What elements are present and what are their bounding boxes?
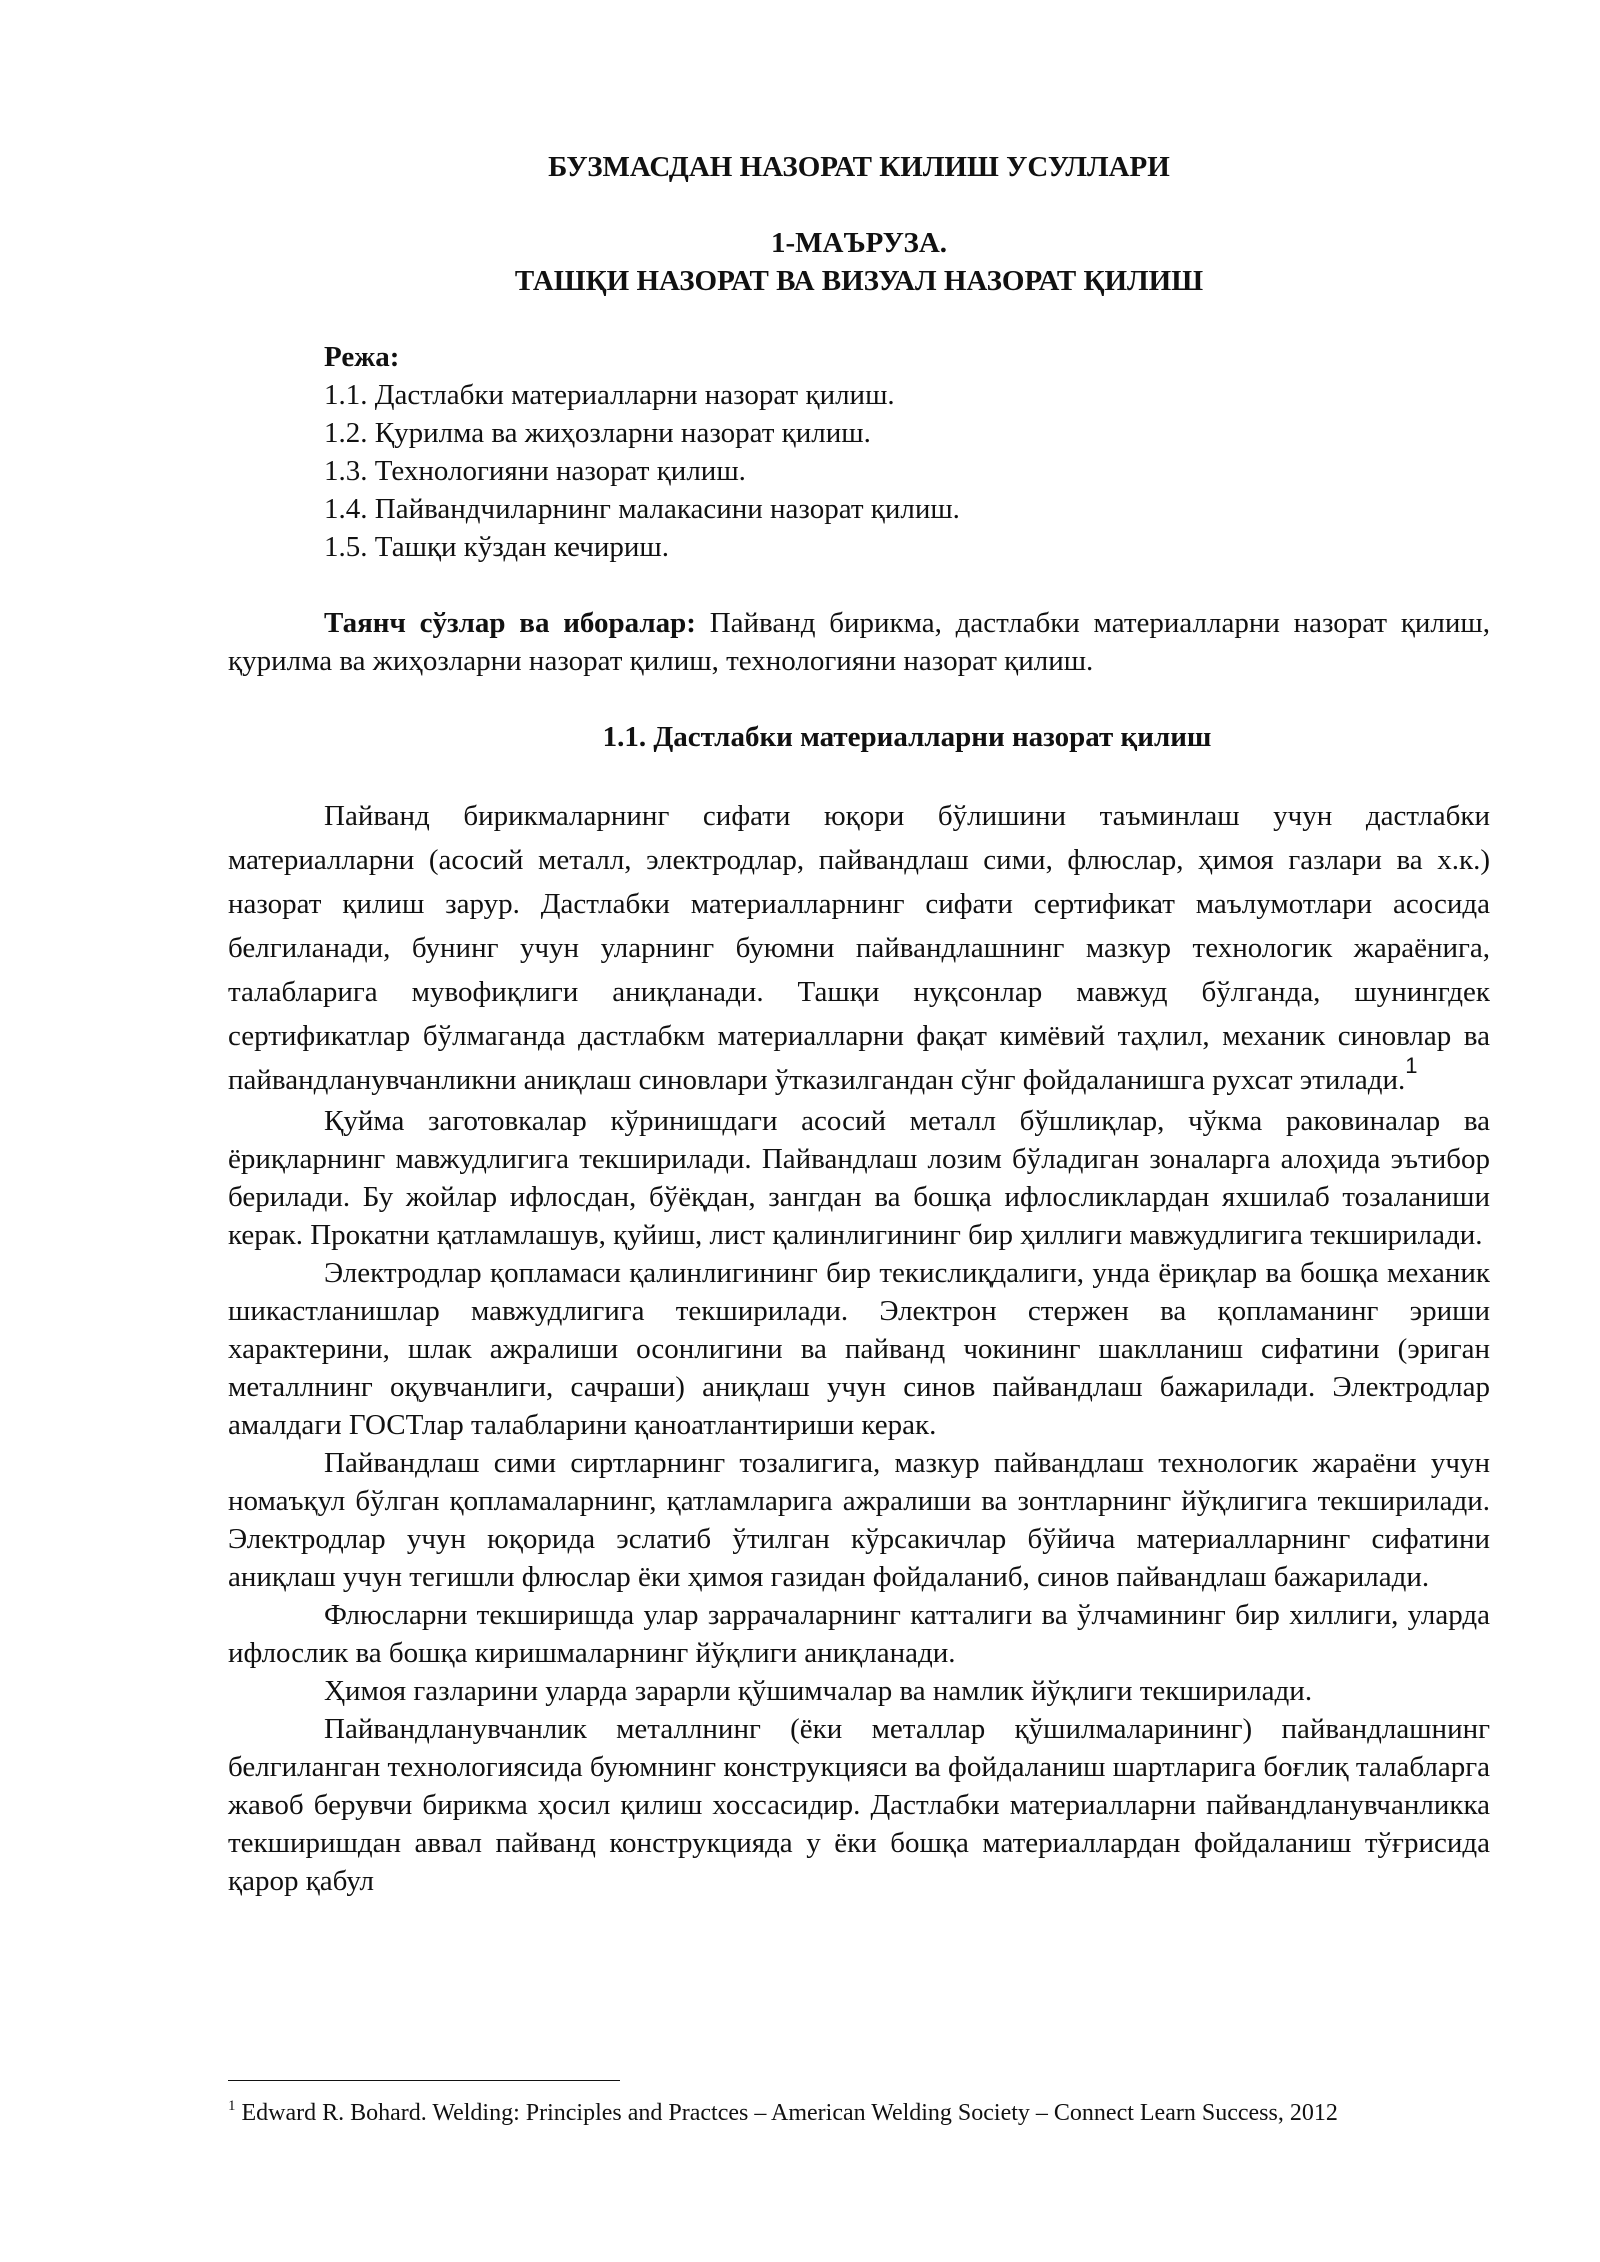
plan-item: 1.5. Ташқи кўздан кечириш. xyxy=(324,531,669,563)
body-paragraph: Электродлар қопламаси қалинлигининг бир текислиқдалиги, унда ёриқлар ва бошқа механик шикастланишлар мавжудлигига текширилади. Электрон стержен ва қопламанинг эриши характерини, шлак ажралиши осонлигини ва пайванд чокининг шаклланиш сифатини (эриган металлнинг оқувчанлиги, сачраши) аниқлаш учун синов пайвандлаш бажарилади. Электродлар амалдаги ГОСТлар талабларини қаноатлантириши керак. xyxy=(228,1257,1490,1441)
document-page xyxy=(228,148,1490,1900)
body-paragraph: Пайвандланувчанлик металлнинг (ёки металлар қўшилмаларининг) пайвандлашнинг белгиланган технологиясида буюмнинг конструкцияси ва фойдаланиш шартларига боғлиқ талабларга жавоб берувчи бирикма ҳосил қилиш хоссасидир. Дастлабки материалларни пайвандланувчанликка текширишдан аввал пайванд конструкцияда у ёки бошқа материаллардан фойдаланиш тўғрисида қарор қабул xyxy=(228,1713,1490,1897)
plan-item: 1.2. Қурилма ва жиҳозларни назорат қилиш. xyxy=(324,417,871,449)
keywords-text: Пайванд бирикма, дастлабки материалларни назорат қилиш, қурилма ва жиҳозларни назорат қилиш, технологияни назорат қилиш. xyxy=(228,607,1491,677)
paragraph-text: Пайванд бирикмаларнинг сифати юқори бўлишини таъминлаш учун дастлабки материалларни (асосий металл, электродлар, пайвандлаш сими, флюслар, ҳимоя газлари ва х.к.) назорат қилиш зарур. Дастлабки материалларнинг сифати сертификат маълумотлари асосида белгиланади, бунинг учун уларнинг буюмни пайвандлашнинг мазкур технологик жараёнига, талабларига мувофиқлиги аниқланади. Ташқи нуқсонлар мавжуд бўлганда, шунингдек сертификатлар бўлмаганда дастлабкм материалларни фақат кимёвий таҳлил, механик синовлар ва пайвандланувчанликни аниқлаш синовлари ўтказилгандан сўнг фойдаланишга рухсат этилади. xyxy=(228,800,1490,1096)
footnote-reference[interactable]: 1 xyxy=(1405,1053,1418,1078)
keywords-paragraph xyxy=(228,604,1490,680)
body-paragraph: Пайвандлаш сими сиртларнинг тозалигига, мазкур пайвандлаш технологик жараёни учун номаъқул бўлган қопламаларнинг, қатламларига ажралиши ва зонтларнинг йўқлигига текширилади. Электродлар учун юқорида эслатиб ўтилган кўрсакичлар бўйича материалларнинг сифатини аниқлаш учун тегишли флюслар ёки ҳимоя газидан фойдаланиб, синов пайвандлаш бажарилади. xyxy=(228,1447,1490,1593)
footnote-marker: 1 xyxy=(228,2098,236,2114)
body-paragraph: Қуйма заготовкалар кўринишдаги асосий металл бўшлиқлар, чўкма раковиналар ва ёриқларнинг мавжудлигига текширилади. Пайвандлаш лозим бўладиган зоналарга алоҳида эътибор берилади. Бу жойлар ифлосдан, бўёқдан, зангдан ва бошқа ифлосликлардан яхшилаб тозаланиши керак. Прокатни қатламлашув, қуйиш, лист қалинлигининг бир ҳиллиги мавжудлигига текширилади. xyxy=(228,1105,1490,1251)
lecture-heading xyxy=(228,224,1490,300)
lecture-plan xyxy=(324,338,1490,566)
plan-item: 1.4. Пайвандчиларнинг малакасини назорат қилиш. xyxy=(324,493,960,525)
section-heading: 1.1. Дастлабки материалларни назорат қилиш xyxy=(602,721,1212,753)
document-title: БУЗМАСДАН НАЗОРАТ КИЛИШ УСУЛЛАРИ xyxy=(548,151,1170,183)
lecture-title: ТАШҚИ НАЗОРАТ ВА ВИЗУАЛ НАЗОРАТ ҚИЛИШ xyxy=(514,265,1204,297)
plan-item: 1.1. Дастлабки материалларни назорат қилиш. xyxy=(324,379,895,411)
lecture-number: 1-МАЪРУЗА. xyxy=(770,227,948,259)
body-paragraph: Ҳимоя газларини уларда зарарли қўшимчалар ва намлик йўқлиги текширилади. xyxy=(324,1675,1313,1707)
body-paragraph xyxy=(228,794,1490,1102)
footnote-separator xyxy=(228,2080,620,2081)
body-paragraph: Флюсларни текширишда улар заррачаларнинг катталиги ва ўлчамининг бир хиллиги, уларда ифлослик ва бошқа киришмаларнинг йўқлиги аниқланади. xyxy=(228,1599,1490,1669)
footnote-text: Edward R. Bohard. Welding: Principles and Practces – American Welding Society – Connect Learn Success, 2012 xyxy=(235,2100,1338,2126)
plan-heading: Режа: xyxy=(324,341,400,373)
keywords-label: Таянч сўзлар ва иборалар: xyxy=(324,607,696,639)
footnote xyxy=(228,2098,1508,2128)
plan-item: 1.3. Технологияни назорат қилиш. xyxy=(324,455,746,487)
